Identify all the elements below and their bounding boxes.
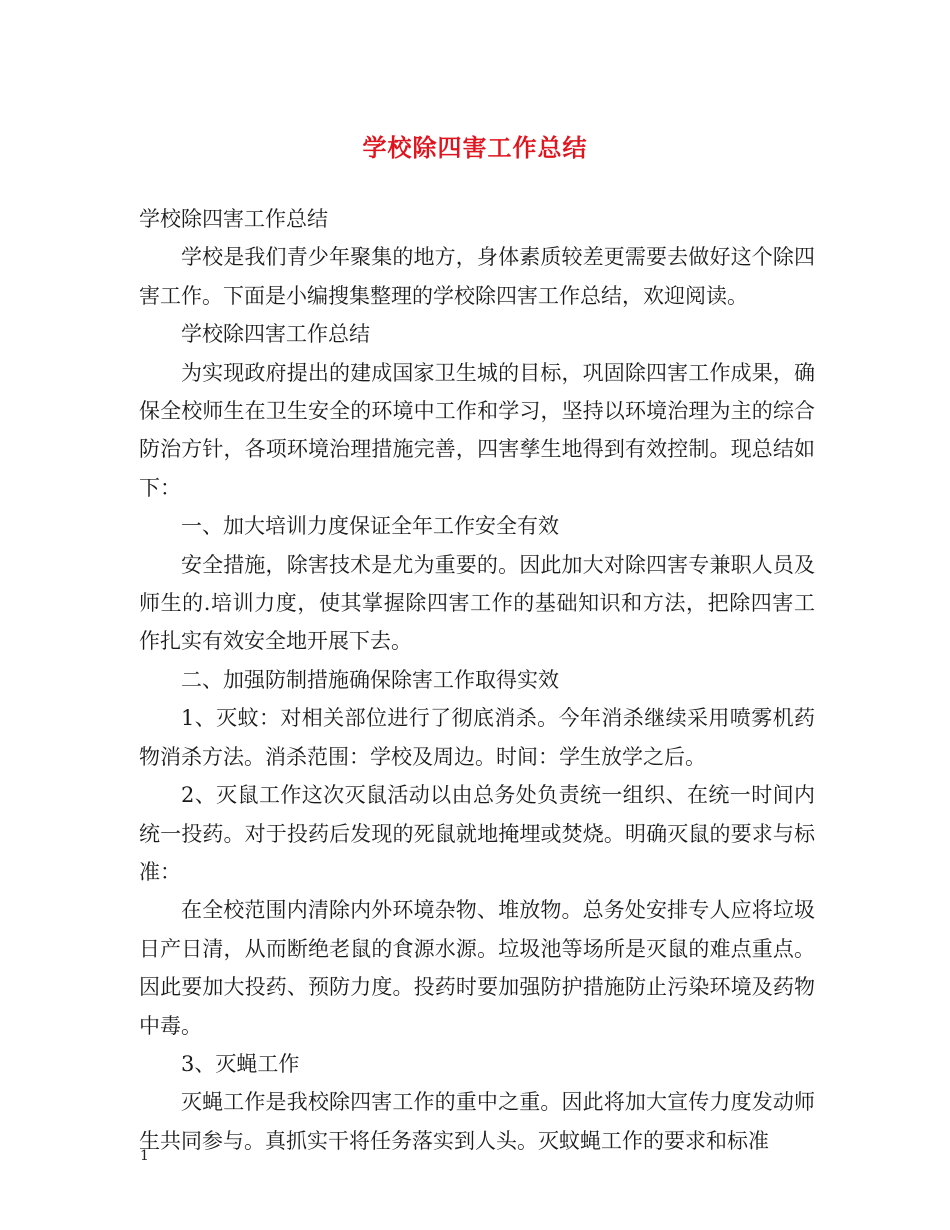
document-body	[139, 200, 815, 1160]
paragraph: 1、灭蚊：对相关部位进行了彻底消杀。今年消杀继续采用喷雾机药物消杀方法。消杀范围：学校及周边。时间：学生放学之后。	[139, 706, 815, 769]
section-heading: 二、加强防制措施确保除害工作取得实效	[181, 667, 559, 692]
paragraph: 学校除四害工作总结	[139, 207, 328, 231]
paragraph: 灭蝇工作是我校除四害工作的重中之重。因此将加大宣传力度发动师生共同参与。真抓实干将任务落实到人头。灭蚊蝇工作的要求和标准	[139, 1090, 815, 1153]
paragraph: 安全措施，除害技术是尤为重要的。因此加大对除四害专兼职人员及师生的.培训力度，使其掌握除四害工作的基础知识和方法，把除四害工作扎实有效安全地开展下去。	[139, 552, 815, 654]
paragraph: 2、灭鼠工作这次灭鼠活动以由总务处负责统一组织、在统一时间内统一投药。对于投药后发现的死鼠就地掩埋或焚烧。明确灭鼠的要求与标准：	[139, 783, 815, 884]
paragraph: 学校除四害工作总结	[181, 322, 370, 347]
subsection-heading: 3、灭蝇工作	[181, 1051, 300, 1076]
document-title: 学校除四害工作总结	[362, 133, 588, 162]
section-heading: 一、加大培训力度保证全年工作安全有效	[181, 514, 559, 539]
page-number: 1	[140, 1148, 149, 1164]
paragraph: 在全校范围内清除内外环境杂物、堆放物。总务处安排专人应将垃圾日产日清，从而断绝老鼠的食源水源。垃圾池等场所是灭鼠的难点重点。因此要加大投药、预防力度。投药时要加强防护措施防止污染环境及药物中毒。	[139, 898, 815, 1038]
paragraph: 学校是我们青少年聚集的地方，身体素质较差更需要去做好这个除四害工作。下面是小编搜集整理的学校除四害工作总结，欢迎阅读。	[139, 245, 815, 308]
paragraph: 为实现政府提出的建成国家卫生城的目标，巩固除四害工作成果，确保全校师生在卫生安全的环境中工作和学习，坚持以环境治理为主的综合防治方针，各项环境治理措施完善，四害孳生地得到有效控制。现总结如下：	[139, 360, 815, 500]
